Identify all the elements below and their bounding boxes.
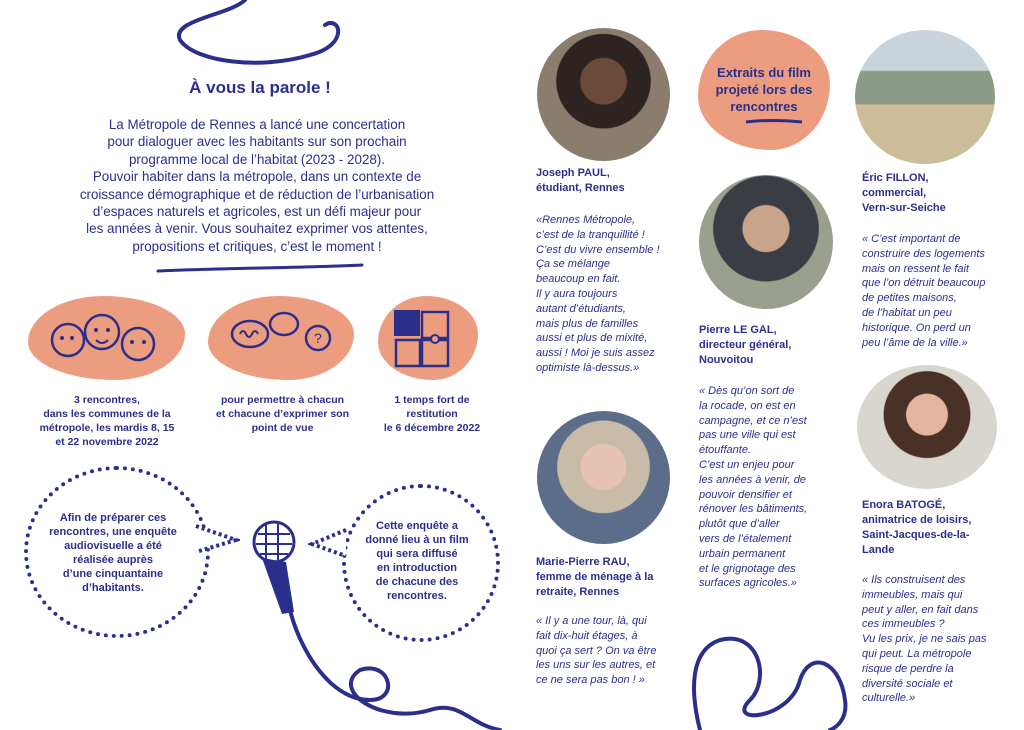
puzzle-icon (392, 304, 464, 376)
quote-line: optimiste là-dessus.» (536, 361, 640, 374)
extract-title-line: Extraits du film (717, 65, 811, 80)
quote-line: que l’on détruit beaucoup (862, 277, 986, 290)
svg-text:?: ? (314, 330, 322, 346)
caption-line: et chacune d’exprimer son (215, 408, 350, 420)
photo-joseph-paul (537, 28, 670, 161)
name-line: Joseph PAUL, (536, 167, 610, 179)
name-line: Nouvoitou (699, 354, 754, 366)
speech-bubbles-icon (222, 308, 342, 368)
photo-marie-pierre-rau (537, 411, 670, 544)
bottom-right-scribble (694, 639, 845, 730)
caption-line: métropole, les mardis 8, 15 (39, 422, 175, 434)
quote-eric-fillon (862, 232, 1022, 350)
caption-line: pour permettre à chacun (220, 394, 345, 406)
quote-line: de l’habitat un peu (862, 306, 952, 319)
quote-line: aussi et plus de mixité, (536, 332, 648, 345)
quote-line: Ça se mélange (536, 258, 610, 271)
quote-line: les années à venir, de (699, 473, 807, 486)
intro-line: croissance démographique et de réduction de l’urbanisation (79, 186, 435, 202)
bubble-line: rencontres, une enquête (49, 526, 177, 538)
quote-line: construire des logements (862, 247, 985, 260)
caption-line: dans les communes de la (43, 408, 171, 420)
quote-line: culturelle.» (862, 692, 916, 705)
name-joseph-paul (536, 166, 676, 196)
bubble-right-text (352, 519, 482, 603)
microphone-icon (238, 518, 318, 618)
quote-line: « Dès qu’on sort de (699, 385, 795, 397)
bubble-line: qui sera diffusé (376, 548, 458, 560)
name-line: Lande (862, 544, 895, 556)
name-line: Saint-Jacques-de-la- (862, 529, 970, 541)
bubble-line: en introduction (376, 562, 458, 574)
quote-line: risque de perdre la (862, 662, 954, 675)
quote-line: Vu les prix, je ne sais pas (862, 633, 987, 646)
quote-line: C’est du vivre ensemble ! (536, 243, 660, 256)
name-pierre-le-gal (699, 323, 849, 368)
caption-line: 1 temps fort de (394, 394, 470, 406)
quote-line: étouffante. (699, 444, 751, 457)
quote-line: peu l’âme de la ville.» (862, 336, 968, 349)
quote-line: beaucoup en fait. (536, 273, 621, 286)
intro-line: La Métropole de Rennes a lancé une concertation (108, 117, 406, 132)
intro-line: les années à venir. Vous souhaitez exprimer vos attentes, (86, 221, 428, 237)
bubble-line: audiovisuelle a été (64, 540, 162, 552)
quote-joseph-paul (536, 213, 686, 376)
quote-line: vers de l’étalement (699, 532, 792, 545)
intro-text (52, 116, 462, 255)
bubble-line: Cette enquête a (376, 520, 458, 532)
fact-caption-expression (200, 393, 365, 435)
bubble-line: de chacune des (375, 576, 459, 588)
extract-title (700, 64, 828, 115)
quote-line: fait dix-huit étages, à (536, 629, 638, 642)
intro-line: Pouvoir habiter dans la métropole, dans un contexte de (92, 169, 422, 185)
photo-eric-fillon (855, 30, 995, 164)
quote-line: mais on ressent le fait (862, 262, 969, 275)
name-line: Pierre LE GAL, (699, 324, 777, 336)
bubble-line: rencontres. (387, 590, 447, 602)
name-line: Marie-Pierre RAU, (536, 556, 630, 568)
quote-line: qui peut. La métropole (862, 647, 972, 660)
quote-line: pouvoir densifier et (699, 488, 792, 501)
quote-line: mais plus de familles (536, 317, 639, 330)
quote-line: de petites maisons, (862, 292, 957, 305)
intro-line: propositions et critiques, c’est le moment ! (132, 238, 382, 254)
quote-line: surfaces agricoles.» (699, 577, 797, 590)
caption-line: 3 rencontres, (74, 394, 140, 406)
name-line: commercial, (862, 187, 927, 199)
quote-line: la rocade, on est en (699, 399, 796, 412)
bubble-tail-left (192, 520, 240, 560)
page-title: À vous la parole ! (189, 78, 331, 97)
name-enora-batoge (862, 498, 1022, 558)
quote-line: pas une ville qui est (699, 429, 796, 442)
photo-enora-batoge (857, 365, 997, 489)
quote-pierre-le-gal (699, 384, 849, 591)
underline-stroke (158, 265, 362, 271)
bubble-line: d’habitants. (82, 582, 144, 594)
quote-line: «Rennes Métropole, (536, 214, 636, 226)
quote-enora-batoge (862, 573, 1022, 706)
caption-line: point de vue (251, 422, 314, 434)
extract-title-line: projeté lors des (715, 82, 813, 97)
quote-line: C’est un enjeu pour (699, 458, 795, 471)
extract-title-line: rencontres (730, 99, 798, 114)
quote-line: immeubles, mais qui (862, 588, 963, 601)
photo-pierre-le-gal (699, 175, 833, 309)
quote-line: aussi ! Moi je suis assez (536, 347, 655, 360)
quote-line: les uns sur les autres, et (536, 659, 656, 672)
intro-line: programme local de l’habitat (2023 - 2028). (128, 151, 386, 167)
name-line: femme de ménage à la (536, 571, 654, 583)
caption-line: restitution (406, 408, 458, 420)
quote-line: campagne, et ce n’est (699, 414, 807, 427)
name-line: Éric FILLON, (862, 172, 929, 184)
quote-line: plutôt que d’aller (699, 518, 780, 531)
quote-line: autant d’étudiants, (536, 302, 626, 315)
name-line: étudiant, Rennes (536, 182, 625, 194)
quote-line: ce ne sera pas bon ! » (536, 674, 645, 687)
name-line: directeur général, (699, 339, 792, 351)
caption-line: le 6 décembre 2022 (383, 422, 481, 434)
extract-underline (744, 118, 804, 126)
fact-caption-restitution (372, 393, 492, 435)
quote-line: historique. On perd un (862, 321, 971, 334)
quote-line: rénover les bâtiments, (699, 503, 808, 516)
name-line: animatrice de loisirs, (862, 514, 972, 526)
quote-line: peut y aller, en fait dans (862, 603, 979, 616)
quote-line: Il y aura toujours (536, 287, 618, 300)
name-marie-pierre-rau (536, 555, 686, 600)
fact-caption-rencontres (18, 393, 196, 449)
top-scribble (179, 0, 338, 63)
quote-line: « C’est important de (862, 233, 961, 245)
intro-line: d’espaces naturels et agricoles, est un défi majeur pour (92, 204, 422, 220)
quote-line: et le grignotage des (699, 562, 796, 575)
faces-icon (40, 306, 170, 372)
bubble-left-text (40, 511, 186, 595)
quote-line: « Ils construisent des (862, 574, 966, 586)
caption-line: et 22 novembre 2022 (55, 436, 159, 448)
quote-line: c’est de la tranquillité ! (536, 228, 645, 241)
bubble-line: réalisée auprès (72, 554, 154, 566)
quote-line: urbain permanent (699, 547, 786, 560)
name-eric-fillon (862, 171, 1012, 216)
name-line: Vern-sur-Seiche (862, 202, 946, 214)
quote-line: diversité sociale et (862, 677, 953, 690)
intro-line: pour dialoguer avec les habitants sur son prochain (107, 134, 407, 150)
name-line: retraite, Rennes (536, 586, 620, 598)
bubble-line: Afin de préparer ces (59, 512, 167, 524)
quote-marie-pierre-rau (536, 614, 686, 688)
bubble-line: donné lieu à un film (365, 534, 469, 546)
quote-line: « Il y a une tour, là, qui (536, 615, 647, 627)
quote-line: ces immeubles ? (862, 618, 945, 631)
quote-line: quoi ça sert ? On va être (536, 644, 657, 657)
bubble-line: d’une cinquantaine (62, 568, 164, 580)
name-line: Enora BATOGÉ, (862, 499, 946, 511)
